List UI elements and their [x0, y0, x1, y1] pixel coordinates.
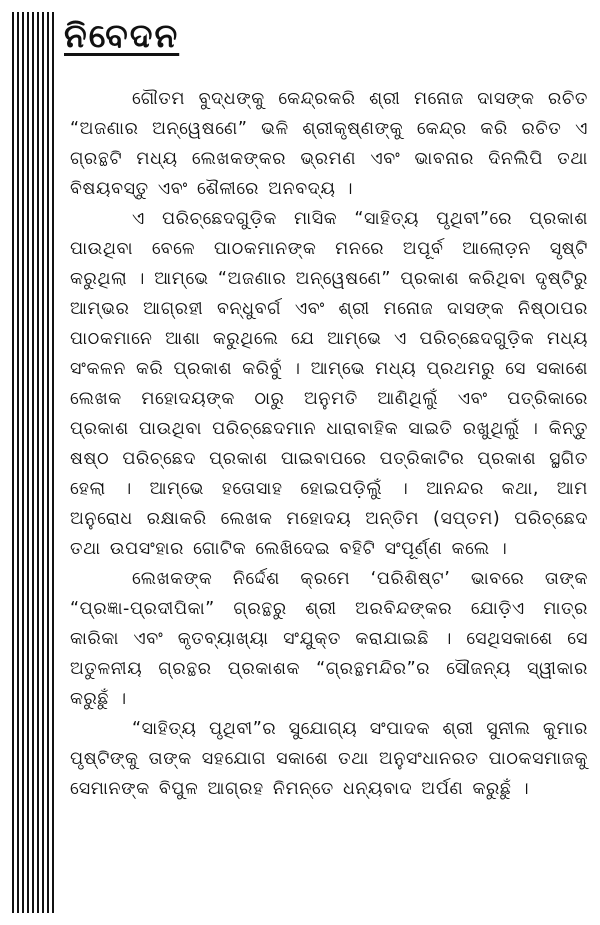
- page-title: ନିବେଦନ: [64, 16, 180, 55]
- vertical-rule: [27, 12, 29, 913]
- vertical-rule: [37, 12, 39, 913]
- page-header: [64, 14, 179, 58]
- paragraph-1: ଗୌତମ ବୁଦ୍ଧଙ୍କୁ କେନ୍ଦ୍ରକରି ଶ୍ରୀ ମନୋଜ ଦାସଙ୍କ ରଚିତ “ଅଜଣାର ଅନ୍ୱେଷଣେ” ଭଳି ଶ୍ରୀକୃଷ୍ଣଙ୍କୁ କେନ୍ଦ୍ର କରି ରଚିତ ଏ ଗ୍ରନ୍ଥଟି ମଧ୍ୟ ଲେଖକଙ୍କର ଭ୍ରମଣ ଏବଂ ଭାବନାର ଦିନଲିପି ତଥା ବିଷୟବସ୍ତୁ ଏବଂ ଶୈଳୀରେ ଅନବଦ୍ୟ ।: [70, 89, 588, 199]
- vertical-rule: [42, 12, 44, 913]
- paragraph-4: “ସାହିତ୍ୟ ପୃଥିବୀ”ର ସୁଯୋଗ୍ୟ ସଂପାଦକ ଶ୍ରୀ ସୁନୀଲ କୁମାର ପୃଷ୍ଟିଙ୍କୁ ତାଙ୍କ ସହଯୋଗ ସକାଶେ ତଥା ଅନୁସଂଧାନରତ ପାଠକସମାଜକୁ ସେମାନଙ୍କ ବିପୁଳ ଆଗ୍ରହ ନିମନ୍ତେ ଧନ୍ୟବାଦ ଅର୍ପଣ କରୁଛୁଁ ।: [70, 719, 588, 799]
- paragraph-2: ଏ ପରିଚ୍ଛେଦଗୁଡ଼ିକ ମାସିକ “ସାହିତ୍ୟ ପୃଥିବୀ”ରେ ପ୍ରକାଶ ପାଉଥିବା ବେଳେ ପାଠକମାନଙ୍କ ମନରେ ଅପୂର୍ବ ଆଲୋଡ଼ନ ସୃଷ୍ଟି କରୁଥିଲା । ଆମ୍ଭେ “ଅଜଣାର ଅନ୍ୱେଷଣେ” ପ୍ରକାଶ କରିଥିବା ଦୃଷ୍ଟିରୁ ଆମ୍ଭର ଆଗ୍ରହୀ ବନ୍ଧୁବର୍ଗ ଏବଂ ଶ୍ରୀ ମନୋଜ ଦାସଙ୍କ ନିଷ୍ଠାପର ପାଠକମାନେ ଆଶା କରୁଥିଲେ ଯେ ଆମ୍ଭେ ଏ ପରିଚ୍ଛେଦଗୁଡ଼ିକ ମଧ୍ୟ ସଂକଳନ କରି ପ୍ରକାଶ କରିବୁଁ । ଆମ୍ଭେ ମଧ୍ୟ ପ୍ରଥମରୁ ସେ ସକାଶେ ଲେଖକ ମହୋଦୟଙ୍କ ଠାରୁ ଅନୁମତି ଆଣିଥିଲୁଁ ଏବଂ ପତ୍ରିକାରେ ପ୍ରକାଶ ପାଉଥିବା ପରିଚ୍ଛେଦମାନ ଧାରାବାହିକ ସାଇତି ରଖୁଥିଲୁଁ । କିନ୍ତୁ ଷଷ୍ଠ ପରିଚ୍ଛେଦ ପ୍ରକାଶ ପାଇବାପରେ ପତ୍ରିକାଟିର ପ୍ରକାଶ ସ୍ଥଗିତ ହେଲା । ଆମ୍ଭେ ହତୋସାହ ହୋଇପଡ଼ିଲୁଁ । ଆନନ୍ଦର କଥା, ଆମ ଅନୁରୋଧ ରକ୍ଷାକରି ଲେଖକ ମହୋଦୟ ଅନ୍ତିମ (ସପ୍ତମ) ପରିଚ୍ଛେଦ ତଥା ଉପସଂହାର ଗୋଟିକ ଲେଖିଦେଇ ବହିଟି ସଂପୂର୍ଣ୍ଣ କଲେ ।: [70, 209, 588, 559]
- vertical-rule: [52, 12, 54, 913]
- vertical-rule: [32, 12, 34, 913]
- vertical-rule: [17, 12, 19, 913]
- paragraph-3: ଲେଖକଙ୍କ ନିର୍ଦ୍ଦେଶ କ୍ରମେ ‘ପରିଶିଷ୍ଟ’ ଭାବରେ ତାଙ୍କ “ପ୍ରଜ୍ଞା-ପ୍ରଦୀପିକା” ଗ୍ରନ୍ଥରୁ ଶ୍ରୀ ଅରବିନ୍ଦଙ୍କର ଯୋଡ଼ିଏ ମାତ୍ର କାରିକା ଏବଂ କୃତବ୍ୟାଖ୍ୟା ସଂଯୁକ୍ତ କରାଯାଇଛି । ସେଥିସକାଶେ ସେ ଅତୁଳନୀୟ ଗ୍ରନ୍ଥର ପ୍ରକାଶକ “ଗ୍ରନ୍ଥମନ୍ଦିର”ର ସୌଜନ୍ୟ ସ୍ୱୀକାର କରୁଛୁଁ ।: [70, 569, 588, 709]
- vertical-rule: [12, 12, 14, 913]
- decorative-vertical-rules: [12, 12, 54, 913]
- preface-body: [70, 84, 588, 804]
- vertical-rule: [22, 12, 24, 913]
- vertical-rule: [47, 12, 49, 913]
